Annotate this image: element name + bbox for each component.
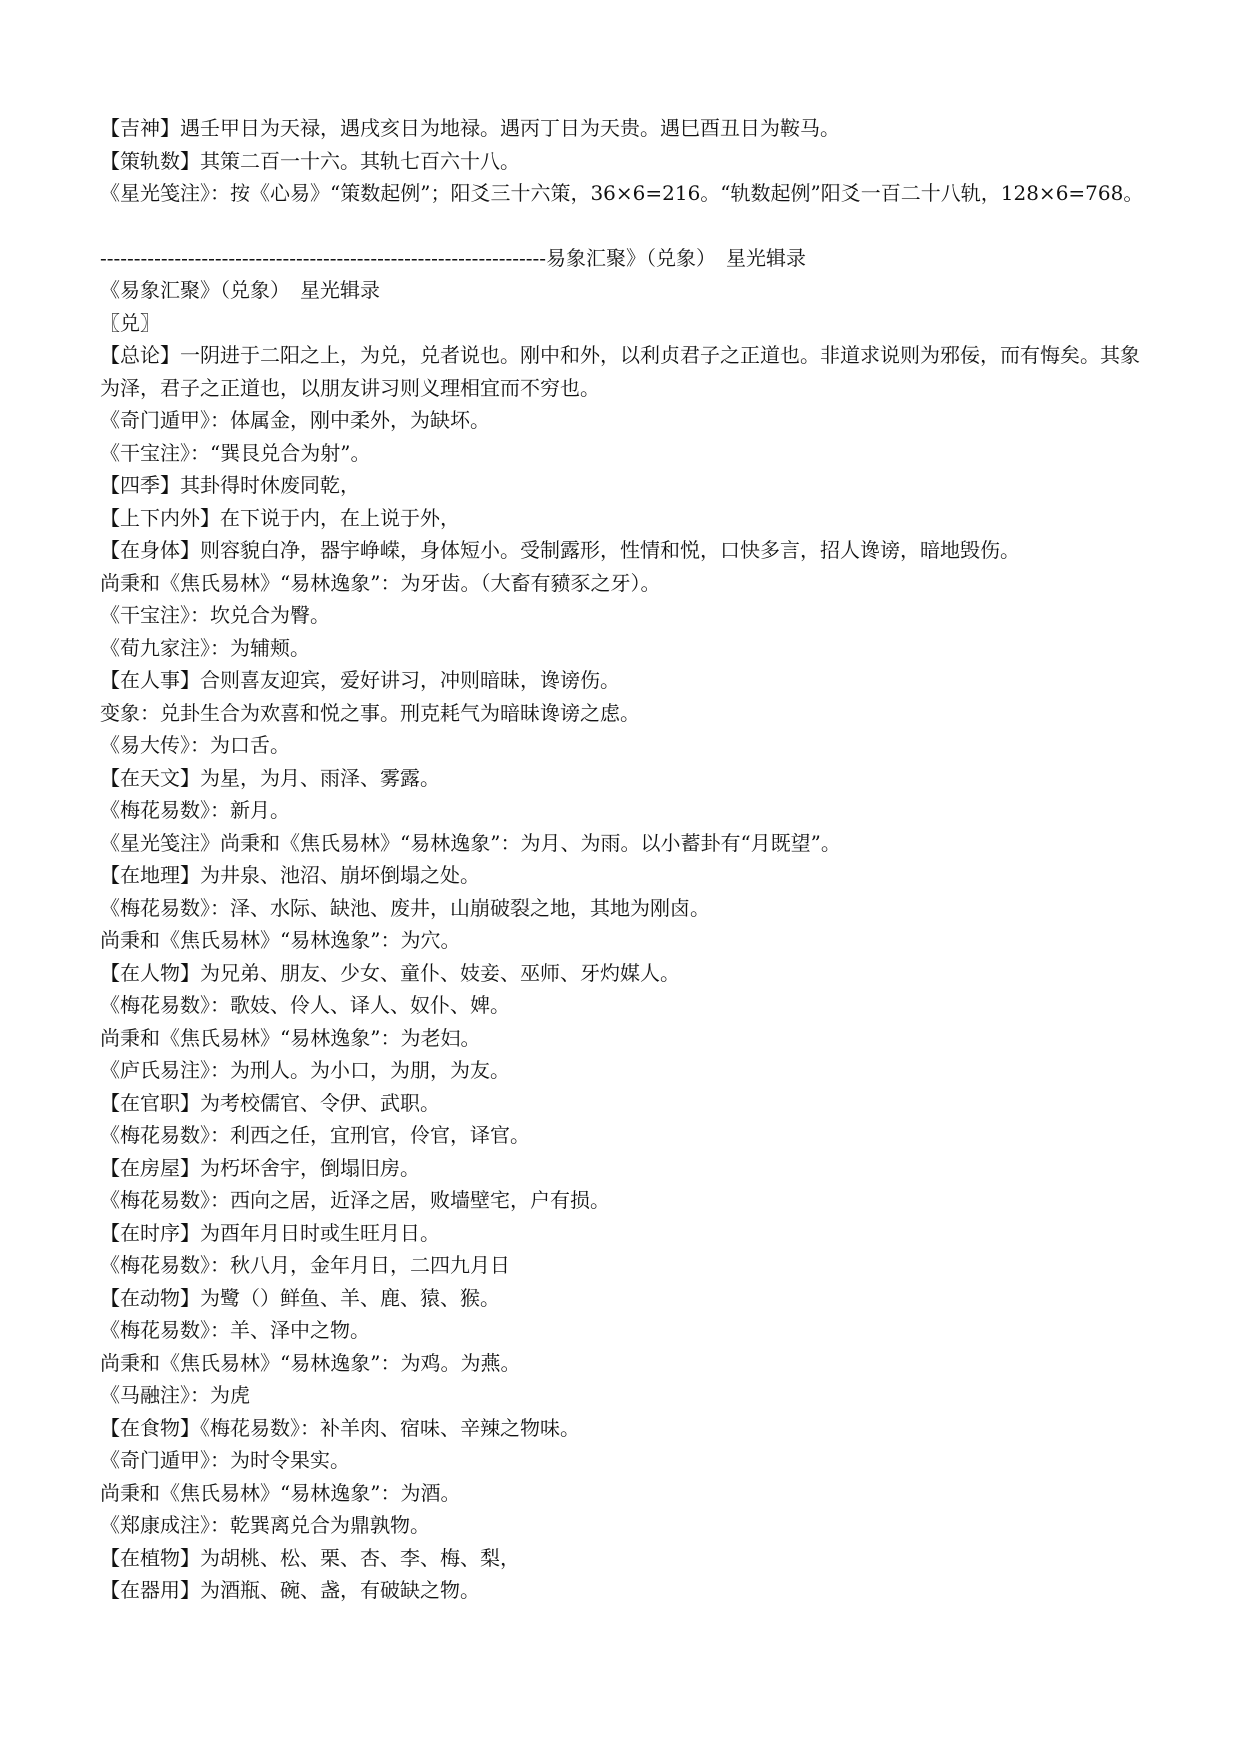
- text-line: 《干宝注》：“巽艮兑合为射”。: [100, 440, 371, 465]
- text-line-renshi: 【在人事】合则喜友迎宾，爱好讲习，冲则暗昧，谗谤伤。: [100, 668, 620, 692]
- text-line: 尚秉和《焦氏易林》“易林逸象”：为老妇。: [100, 1025, 481, 1050]
- text-line: 《梅花易数》：羊、泽中之物。: [100, 1318, 370, 1342]
- section-divider: ------------------------------------------------------------------易象汇聚》（兑象） 星光辑录: [100, 245, 807, 270]
- text-line: 《庐氏易注》：为刑人。为小口，为朋，为友。: [100, 1058, 510, 1082]
- text-line: 尚秉和《焦氏易林》“易林逸象”：为鸡。为燕。: [100, 1350, 521, 1375]
- section-title: 《易象汇聚》（兑象） 星光辑录: [100, 278, 380, 302]
- section-heading-dui: 〖兑〗: [100, 310, 160, 335]
- text-line: 《奇门遁甲》：为时令果实。: [100, 1448, 350, 1472]
- text-line-siji: 【四季】其卦得时休废同乾，: [100, 473, 360, 497]
- text-line: 《梅花易数》：新月。: [100, 798, 290, 822]
- text-line: 《梅花易数》：利西之任，宜刑官，伶官，译官。: [100, 1123, 530, 1147]
- text-line: 《易大传》：为口舌。: [100, 733, 290, 757]
- text-line-renwu: 【在人物】为兄弟、朋友、少女、童仆、妓妾、巫师、牙灼媒人。: [100, 960, 680, 985]
- document-page: [100, 112, 1145, 1607]
- text-line: 《梅花易数》：泽、水际、缺池、废井，山崩破裂之地，其地为刚卤。: [100, 895, 710, 920]
- text-line: 尚秉和《焦氏易林》“易林逸象”：为酒。: [100, 1480, 461, 1505]
- text-line-tianwen: 【在天文】为星，为月、雨泽、雾露。: [100, 765, 440, 790]
- text-line-dongwu: 【在动物】为鹭（）鲜鱼、羊、鹿、猿、猴。: [100, 1285, 500, 1310]
- text-line-fangwu: 【在房屋】为朽坏舍宇，倒塌旧房。: [100, 1155, 420, 1180]
- text-line-xingguang-note: 《星光笺注》：按《心易》“策数起例”；阳爻三十六策，36×6=216。“轨数起例”阳爻一百二十八轨，128×6=768。: [100, 181, 1144, 205]
- text-line-zhiwu: 【在植物】为胡桃、松、栗、杏、李、梅、梨，: [100, 1545, 520, 1570]
- text-line: 《梅花易数》：西向之居，近泽之居，败墙壁宅，户有损。: [100, 1188, 610, 1212]
- text-line: 《郑康成注》：乾巽离兑合为鼎孰物。: [100, 1513, 430, 1537]
- text-line: 《马融注》：为虎: [100, 1383, 250, 1407]
- text-line: 《梅花易数》：歌妓、伶人、译人、奴仆、婢。: [100, 993, 510, 1017]
- text-line-cegui: 【策轨数】其策二百一十六。其轨七百六十八。: [100, 148, 520, 173]
- text-line-qiyong: 【在器用】为酒瓶、碗、盏，有破缺之物。: [100, 1578, 480, 1602]
- text-line: 尚秉和《焦氏易林》“易林逸象”：为牙齿。（大畜有豮豕之牙）。: [100, 570, 661, 595]
- text-line-zonglun: 【总论】一阴进于二阳之上，为兑，兑者说也。刚中和外，以利贞君子之正道也。非道求说则为邪佞，而有悔矣。其象为泽，君子之正道也，以朋友讲习则义理相宜而不穷也。: [100, 343, 1140, 400]
- text-line: 变象：兑卦生合为欢喜和悦之事。刑克耗气为暗昧谗谤之虑。: [100, 700, 640, 725]
- text-line: 《梅花易数》：秋八月，金年月日，二四九月日: [100, 1253, 510, 1277]
- text-line-shixu: 【在时序】为酉年月日时或生旺月日。: [100, 1220, 440, 1245]
- text-line: 《干宝注》：坎兑合为臀。: [100, 603, 330, 627]
- text-line: 尚秉和《焦氏易林》“易林逸象”：为穴。: [100, 928, 461, 952]
- text-line: 《星光笺注》尚秉和《焦氏易林》“易林逸象”：为月、为雨。以小蓄卦有“月既望”。: [100, 830, 841, 855]
- text-line: 《荀九家注》：为辅颊。: [100, 635, 310, 660]
- text-line-jishen: 【吉神】遇壬甲日为天禄，遇戌亥日为地禄。遇丙丁日为天贵。遇巳酉丑日为鞍马。: [100, 116, 840, 140]
- text-line-shenti: 【在身体】则容貌白净，器宇峥嵘，身体短小。受制露形，性情和悦，口快多言，招人谗谤，暗地毁伤。: [100, 538, 1020, 562]
- text-line-dili: 【在地理】为井泉、池沼、崩坏倒塌之处。: [100, 863, 480, 887]
- blank-line: [100, 210, 1145, 242]
- text-line: 《奇门遁甲》：体属金，刚中柔外，为缺坏。: [100, 408, 490, 432]
- text-line-shangxia: 【上下内外】在下说于内，在上说于外，: [100, 505, 460, 530]
- text-line-guanzhi: 【在官职】为考校儒官、令伊、武职。: [100, 1090, 440, 1115]
- text-line-shiwu: 【在食物】《梅花易数》：补羊肉、宿味、辛辣之物味。: [100, 1415, 580, 1440]
